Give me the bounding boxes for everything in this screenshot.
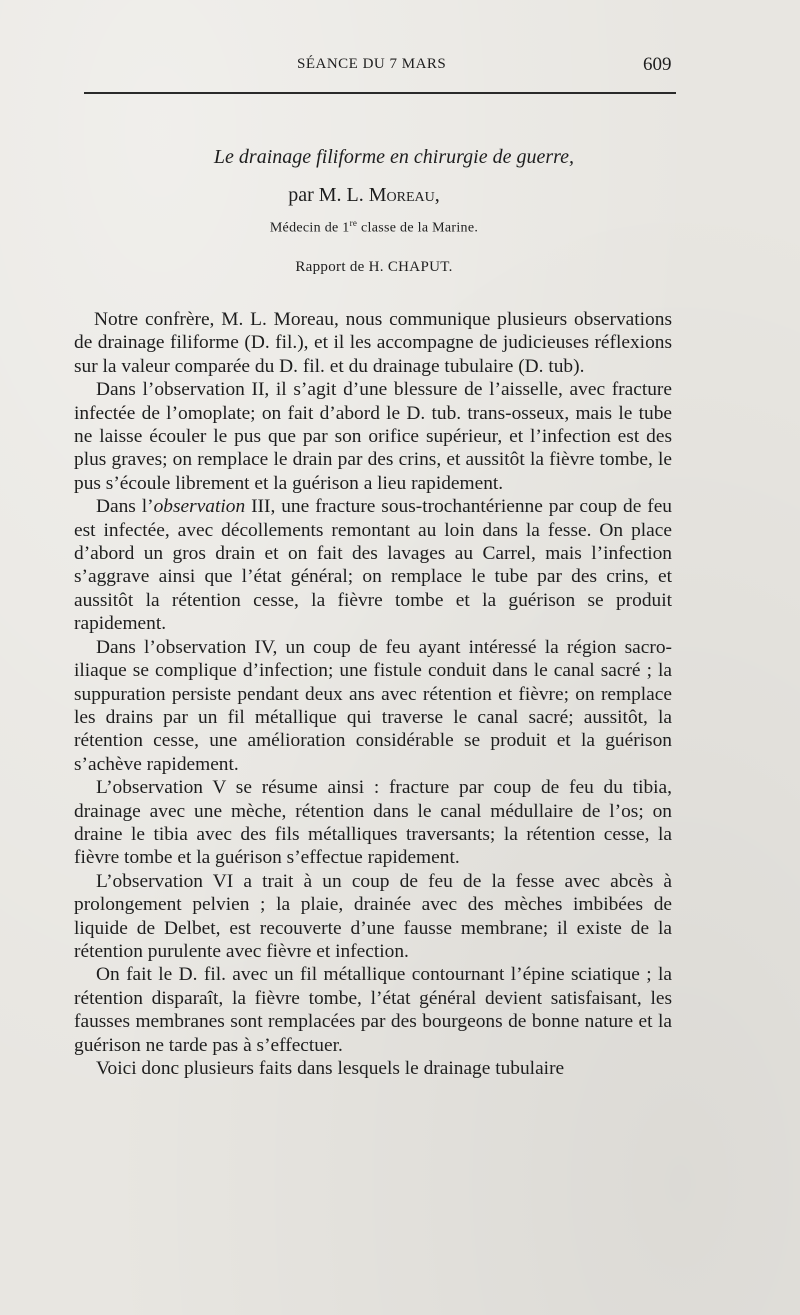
paragraph-4: Dans l’observation IV, un coup de feu ayant intéressé la région sacro-iliaque se complique d’infection; une fistule conduit dans le canal sacré ; la suppuration persiste pendant deux ans avec rétention et fièvre; on remplace les drains par un fil métallique qui traverse le canal sacré; aussitôt, la rétention cesse, une amélioration considérable se produit et la guérison s’achève rapidement. — [74, 636, 672, 775]
author-prefix: par M. L. — [288, 184, 369, 206]
paragraph-7: On fait le D. fil. avec un fil métallique contournant l’épine sciatique ; la rétention disparaît, la fièvre tombe, l’état général devient satisfaisant, les fausses membranes sont remplacées par des bourgeons de bonne nature et la guérison ne tarde pas à s’effectuer. — [74, 964, 672, 1056]
paragraph-6: L’observation VI a trait à un coup de feu de la fesse avec abcès à prolongement pelvien ; la plaie, drainée avec des mèches imbibées de liquide de Delbet, est recouverte d’une fausse membrane; il existe de la rétention purulente avec fièvre et infection. — [74, 870, 672, 962]
affiliation-post: classe de la Marine. — [357, 220, 479, 236]
article-heading — [74, 144, 674, 276]
report-line: Rapport de H. CHAPUT. — [295, 258, 453, 275]
page-header — [0, 54, 800, 78]
header-rule — [84, 92, 676, 94]
article-title: Le drainage filiforme en chirurgie de guerre, — [213, 146, 575, 168]
affiliation-pre: Médecin de 1 — [269, 220, 350, 236]
article-body — [74, 308, 672, 1080]
page-number: 609 — [643, 54, 672, 75]
paragraph-8: Voici donc plusieurs faits dans lesquels le drainage tubulaire — [96, 1058, 565, 1079]
paragraph-1: Notre confrère, M. L. Moreau, nous communique plusieurs observations de drainage filiforme (D. fil.), et il les accompagne de judicieuses réflexions sur la valeur comparée du D. fil. et du drainage tubulaire (D. tub). — [74, 309, 672, 377]
paragraph-3 — [74, 495, 672, 635]
running-title: SÉANCE DU 7 MARS — [297, 56, 447, 72]
author-name: Moreau, — [368, 184, 440, 206]
author-affiliation — [74, 218, 674, 237]
author-line — [74, 182, 674, 208]
paragraph-3-italic: observation — [153, 496, 246, 518]
paragraph-3-post: III, une fracture sous-trochantérienne par coup de feu est infectée, avec décollements remontant au loin dans la fesse. On place d’abord un gros drain et on fait des lavages au Carrel, mais l’infection s’aggrave ainsi que l’état général; on remplace le tube par des crins, et aussitôt la rétention cesse, la fièvre tombe et la guérison se produit rapidement. — [74, 496, 672, 635]
affiliation-sup: re — [349, 218, 358, 228]
paragraph-2: Dans l’observation II, il s’agit d’une blessure de l’aisselle, avec fracture infectée de l’omoplate; on fait d’abord le D. tub. trans-osseux, mais le tube ne laisse écouler le pus que par son orifice supérieur, et l’infection est des plus graves; on remplace le drain par des crins, et aussitôt la fièvre tombe, le pus s’écoule librement et la guérison a lieu rapidement. — [74, 379, 672, 494]
paragraph-3-pre: Dans l’ — [96, 496, 154, 518]
paragraph-5: L’observation V se résume ainsi : fracture par coup de feu du tibia, drainage avec une mèche, rétention dans le canal médullaire de l’os; on draine le tibia avec des fils métalliques traversants; la rétention cesse, la fièvre tombe et la guérison s’effectue rapidement. — [74, 777, 672, 869]
